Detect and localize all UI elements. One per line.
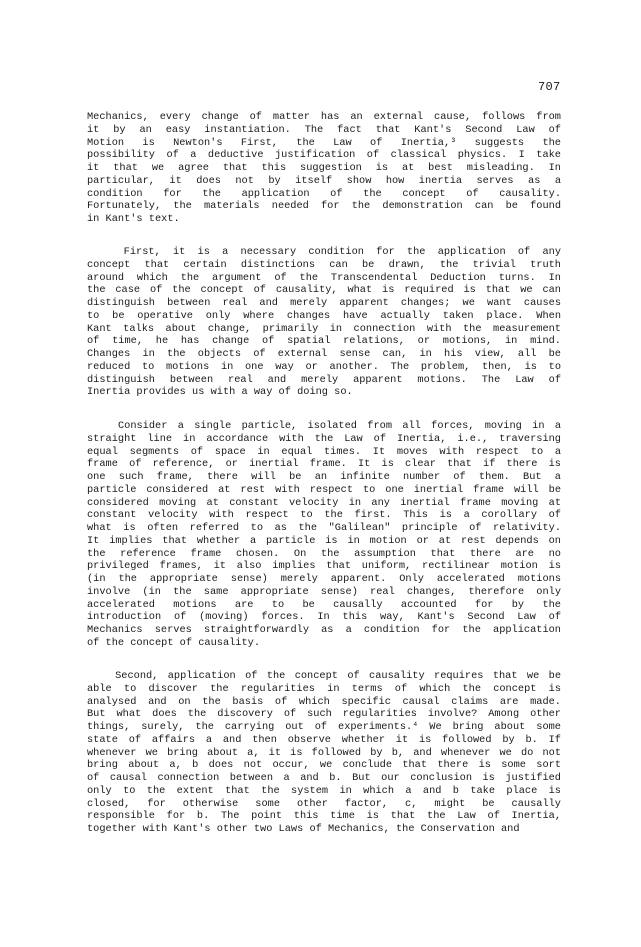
text-line: possibility of a deductive justification of classical physics. I take bbox=[87, 149, 561, 162]
text-line: Inertia provides us with a way of doing so. bbox=[87, 386, 353, 399]
text-line: First, it is a necessary condition for the application of any bbox=[87, 246, 561, 258]
text-line: it that we agree that this suggestion is at best misleading. In bbox=[87, 162, 561, 174]
text-line: But what does the discovery of such regularities involve? Among other bbox=[87, 708, 561, 721]
paragraph-4 bbox=[87, 670, 561, 836]
text-line: distinguish between real and merely apparent changes; we want causes bbox=[87, 297, 561, 309]
page-number: 707 bbox=[538, 80, 561, 94]
text-line: together with Kant's other two Laws of Mechanics, the Conservation and bbox=[87, 823, 520, 835]
paragraph-2 bbox=[87, 246, 561, 399]
text-line: responsible for b. The point this time is that the Law of Inertia, bbox=[87, 810, 561, 823]
text-line: Mechanics, every change of matter has an external cause, follows from bbox=[87, 111, 561, 123]
text-line: of time, he has change of spatial relations, or motions, in mind. bbox=[87, 335, 561, 348]
text-line: it by an easy instantiation. The fact that Kant's Second Law of bbox=[87, 123, 561, 136]
text-line: the case of the concept of causality, what is required is that we can bbox=[87, 284, 561, 297]
text-line: of causal connection between a and b. But our conclusion is justified bbox=[87, 772, 561, 784]
text-line: Consider a single particle, isolated from all forces, moving in a bbox=[87, 420, 561, 432]
text-line: Fortunately, the materials needed for the demonstration can be found bbox=[87, 200, 561, 213]
text-line: constant velocity with respect to the first. This is a corollary of bbox=[87, 509, 561, 522]
text-line: particle considered at rest with respect to one inertial frame will be bbox=[87, 483, 561, 496]
text-line: concept that certain distinctions can be drawn, the trivial truth bbox=[87, 258, 561, 271]
text-line: able to discover the regularities in terms of which the concept is bbox=[87, 682, 561, 695]
text-line: around which the argument of the Transcendental Deduction turns. In bbox=[87, 271, 561, 284]
text-line: whenever we bring about a, it is followed by b, and whenever we do not bbox=[87, 746, 561, 759]
text-line: closed, for otherwise some other factor, c, might be causally bbox=[87, 797, 561, 810]
text-line: in Kant's text. bbox=[87, 213, 180, 225]
text-line: the reference frame chosen. On the assumption that there are no bbox=[87, 547, 561, 560]
text-line: Changes in the objects of external sense can, in his view, all be bbox=[87, 348, 561, 360]
text-line: to be operative only where changes have actually taken place. When bbox=[87, 309, 561, 322]
text-line: one such frame, there will be an infinite number of them. But a bbox=[87, 471, 561, 483]
text-line: accelerated motions are to be causally accounted for by the bbox=[87, 598, 561, 611]
text-line: Kant talks about change, primarily in connection with the measurement bbox=[87, 322, 561, 335]
text-line: involve (in the same appropriate sense) real changes, therefore only bbox=[87, 585, 561, 598]
text-line: straight line in accordance with the Law of Inertia, i.e., traversing bbox=[87, 432, 561, 445]
text-line: distinguish between real and merely apparent motions. The Law of bbox=[87, 373, 561, 386]
text-line: analysed and on the basis of which specific causal claims are made. bbox=[87, 695, 561, 708]
text-line: state of affairs a and then observe whether it is followed by b. If bbox=[87, 733, 561, 746]
text-line: bring about a, b does not occur, we conclude that there is some sort bbox=[87, 759, 561, 772]
text-line: It implies that whether a particle is in motion or at rest depends on bbox=[87, 534, 561, 547]
text-line: what is often referred to as the "Galilean" principle of relativity. bbox=[87, 522, 561, 534]
text-line: introduction of (moving) forces. In this way, Kant's Second Law of bbox=[87, 611, 561, 624]
paragraph-3 bbox=[87, 420, 561, 650]
text-line: things, surely, the carrying out of experiments.⁴ We bring about some bbox=[87, 721, 561, 733]
paragraph-1 bbox=[87, 111, 561, 226]
text-line: reduced to motions in one way or another. The problem, then, is to bbox=[87, 360, 561, 373]
text-line: of the concept of causality. bbox=[87, 636, 261, 649]
text-line: Second, application of the concept of causality requires that we be bbox=[87, 670, 561, 682]
text-line: condition for the application of the concept of causality. bbox=[87, 187, 561, 200]
text-line: Mechanics serves straightforwardly as a condition for the application bbox=[87, 624, 561, 636]
text-line: (in the appropriate sense) merely apparent. Only accelerated motions bbox=[87, 573, 561, 585]
text-line: only to the extent that the system in which a and b take place is bbox=[87, 784, 561, 797]
text-line: privileged frames, it also implies that uniform, rectilinear motion is bbox=[87, 560, 561, 573]
text-line: Motion is Newton's First, the Law of Inertia,³ suggests the bbox=[87, 136, 561, 149]
text-line: considered moving at constant velocity in any inertial frame moving at bbox=[87, 496, 561, 509]
text-line: particular, it does not by itself show how inertia serves as a bbox=[87, 174, 561, 187]
text-line: frame of reference, or inertial frame. It is clear that if there is bbox=[87, 458, 561, 471]
text-line: equal segments of space in equal times. It moves with respect to a bbox=[87, 445, 561, 458]
